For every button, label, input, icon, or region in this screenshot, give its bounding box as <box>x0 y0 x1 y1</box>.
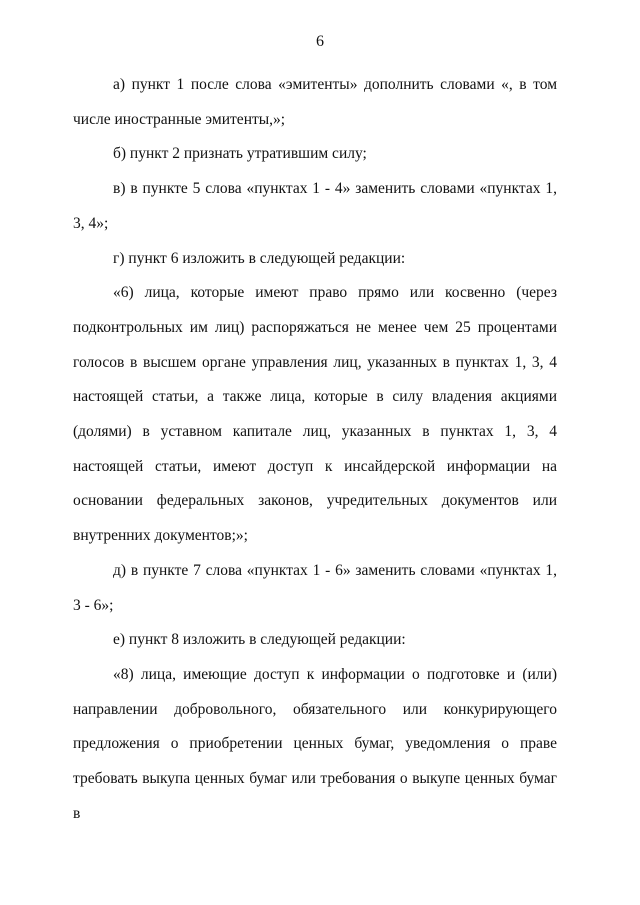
paragraph-e: е) пункт 8 изложить в следующей редакции: <box>113 631 406 649</box>
page-number: 6 <box>316 33 324 50</box>
document-body <box>73 68 557 831</box>
paragraph-v: в) в пункте 5 слова «пунктах 1 - 4» заменить словами «пунктах 1, 3, 4»; <box>73 180 557 232</box>
paragraph-b: б) пункт 2 признать утратившим силу; <box>113 145 367 163</box>
paragraph-a: а) пункт 1 после слова «эмитенты» дополнить словами «, в том числе иностранные эмитенты,»; <box>73 76 557 128</box>
paragraph-g: г) пункт 6 изложить в следующей редакции: <box>113 249 406 267</box>
paragraph-item-6: «6) лица, которые имеют право прямо или косвенно (через подконтрольных им лиц) распоряжаться не менее чем 25 процентами голосов в высшем органе управления лиц, указанных в пунктах 1, 3, 4 настоящей статьи, а также лица, которые в силу владения акциями (долями) в уставном капитале лиц, указанных в пунктах 1, 3, 4 настоящей статьи, имеют доступ к инсайдерской информации на основании федеральных законов, учредительных документов или внутренних документов;»; <box>73 284 557 545</box>
paragraph-d: д) в пункте 7 слова «пунктах 1 - 6» заменить словами «пунктах 1, 3 - 6»; <box>73 561 557 614</box>
paragraph-item-8: «8) лица, имеющие доступ к информации о подготовке и (или) направлении добровольного, обязательного или конкурирующего предложения о приобретении ценных бумаг, уведомления о праве требовать выкупа ценных бумаг или требования о выкупе ценных бумаг в <box>73 665 557 822</box>
